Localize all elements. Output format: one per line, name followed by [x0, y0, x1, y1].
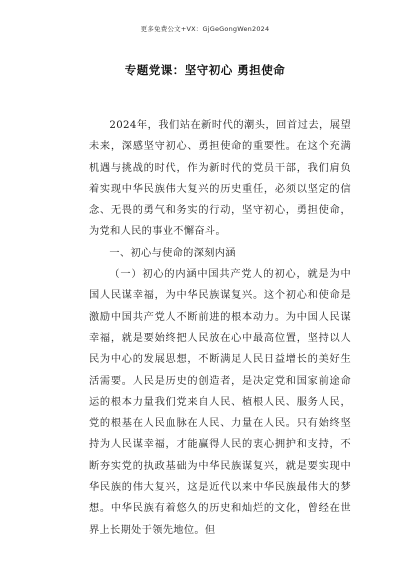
section-paragraph: （一）初心的内涵中国共产党人的初心，就是为中国人民谋幸福，为中华民族谋复兴。这个初心和使命是激励中国共产党人不断前进的根本动力。为中国人民谋幸福，就是要始终把人民放在心中最高位置，坚持以人民为中心的发展思想，不断满足人民日益增长的美好生活需要。人民是历史的创造者，是决定党和国家前途命运的根本力量我们党来自人民、植根人民、服务人民，党的根基在人民血脉在人民、力量在人民。只有始终坚持为人民谋幸福，才能赢得人民的衷心拥护和支持，不断夯实党的执政基础为中华民族谋复兴，就是要实现中华民族的伟大复兴，这是近代以来中华民族最伟大的梦想。中华民族有着悠久的历史和灿烂的文化，曾经在世界上长期处于领先地位。但 [89, 269, 351, 536]
intro-paragraph: 2024年，我们站在新时代的潮头，回首过去，展望未来，深感坚守初心、勇担使命的重要性。在这个充满机遇与挑战的时代，作为新时代的党员干部，我们肩负着实现中华民族伟大复兴的历史重任，必须以坚定的信念、无畏的勇气和务实的行动，坚守初心，勇担使命，为党和人民的事业不懈奋斗。 [89, 120, 351, 238]
header-note: 更多免费公文+VX：GjGeGongWen2024 [140, 25, 270, 33]
document-body [89, 115, 351, 541]
section-heading: 一、初心与使命的深刻内涵 [109, 247, 236, 259]
document-title: 专题党课：坚守初心 勇担使命 [124, 63, 286, 77]
